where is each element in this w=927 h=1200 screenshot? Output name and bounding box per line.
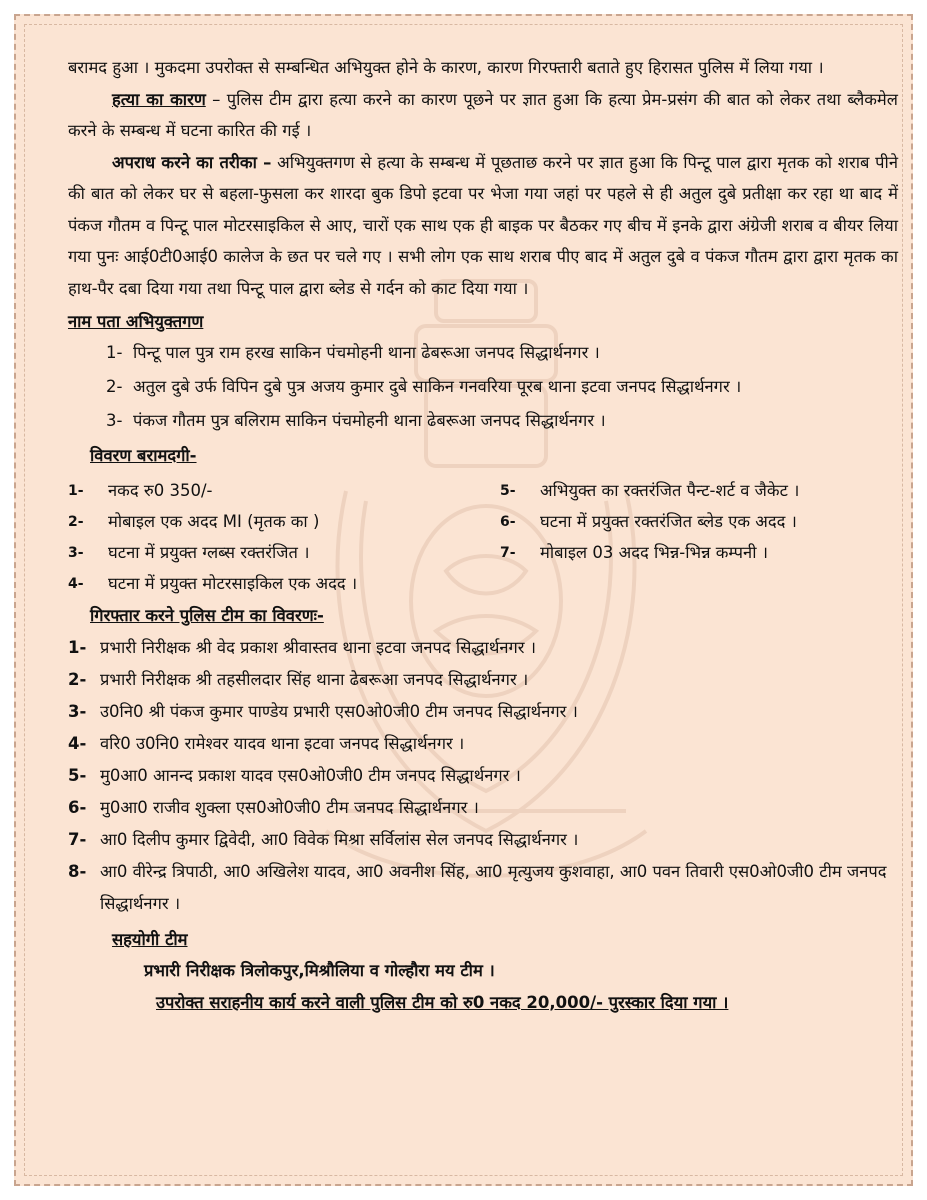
item-text: मोबाइल 03 अदद भिन्न-भिन्न कम्पनी । <box>540 543 768 562</box>
list-item <box>68 539 500 567</box>
list-item <box>106 372 898 402</box>
item-text: प्रभारी निरीक्षक श्री वेद प्रकाश श्रीवास्तव थाना इटवा जनपद सिद्धार्थनगर । <box>100 637 537 657</box>
item-text: प्रभारी निरीक्षक श्री तहसीलदार सिंह थाना ढेबरूआ जनपद सिद्धार्थनगर । <box>100 669 529 689</box>
item-text: मु0आ0 आनन्द प्रकाश यादव एस0ओ0जी0 टीम जनपद सिद्धार्थनगर । <box>100 765 521 785</box>
item-number: 6- <box>68 797 87 817</box>
item-text: पंकज गौतम पुत्र बलिराम साकिन पंचमोहनी थाना ढेबरूआ जनपद सिद्धार्थनगर । <box>133 410 606 430</box>
accused-heading: नाम पता अभियुक्तगण <box>68 312 204 331</box>
item-text: मु0आ0 राजीव शुक्ला एस0ओ0जी0 टीम जनपद सिद्धार्थनगर । <box>100 797 479 817</box>
item-text: आ0 दिलीप कुमार द्विवेदी, आ0 विवेक मिश्रा सर्विलांस सेल जनपद सिद्धार्थनगर । <box>100 829 579 849</box>
item-number: 5- <box>500 483 516 499</box>
list-item <box>68 728 898 760</box>
team-list <box>68 632 898 920</box>
list-item <box>68 664 898 696</box>
item-text: अतुल दुबे उर्फ विपिन दुबे पुत्र अजय कुमार दुबे साकिन गनवरिया पूरब थाना इटवा जनपद सिद्धार्थनगर । <box>133 376 742 396</box>
item-number: 2- <box>68 514 84 530</box>
reward-statement: उपरोक्त सराहनीय कार्य करने वाली पुलिस टीम को रु0 नकद 20,000/- पुरस्कार दिया गया । <box>156 992 729 1012</box>
list-item <box>68 632 898 664</box>
item-number: 1- <box>106 342 123 362</box>
recovery-list <box>68 477 898 598</box>
list-item <box>68 760 898 792</box>
item-number: 4- <box>68 733 87 753</box>
accused-list <box>68 338 898 436</box>
item-number: 3- <box>68 545 84 561</box>
item-text: उ0नि0 श्री पंकज कुमार पाण्डेय प्रभारी एस0ओ0जी0 टीम जनपद सिद्धार्थनगर । <box>100 701 578 721</box>
motive-label: हत्या का कारण <box>112 89 206 109</box>
item-number: 3- <box>68 701 87 721</box>
motive-text: – पुलिस टीम द्वारा हत्या करने का कारण पूछने पर ज्ञात हुआ कि हत्या प्रेम-प्रसंग की बात को लेकर तथा ब्लैकमेल करने के सम्बन्ध में घटना कारित की गई । <box>68 89 898 140</box>
team-heading: गिरफ्तार करने पुलिस टीम का विवरणः- <box>90 606 324 625</box>
list-item <box>68 856 898 920</box>
list-item <box>68 477 500 505</box>
method-paragraph <box>68 147 898 305</box>
item-text: वरि0 उ0नि0 रामेश्वर यादव थाना इटवा जनपद सिद्धार्थनगर । <box>100 733 465 753</box>
list-item <box>500 477 898 505</box>
item-number: 8- <box>68 861 87 881</box>
item-number: 4- <box>68 576 84 592</box>
document-page <box>14 14 913 1186</box>
list-item <box>106 338 898 368</box>
item-text: पिन्टू पाल पुत्र राम हरख साकिन पंचमोहनी थाना ढेबरूआ जनपद सिद्धार्थनगर । <box>133 342 600 362</box>
item-number: 1- <box>68 637 87 657</box>
list-item <box>106 406 898 436</box>
item-number: 7- <box>68 829 87 849</box>
list-item <box>68 508 500 536</box>
item-number: 7- <box>500 545 516 561</box>
list-item <box>68 570 500 598</box>
item-number: 5- <box>68 765 87 785</box>
list-item <box>68 824 898 856</box>
motive-paragraph <box>68 84 898 147</box>
item-text: मोबाइल एक अदद MI (मृतक का ) <box>108 512 320 531</box>
intro-paragraph: बरामद हुआ । मुकदमा उपरोक्त से सम्बन्धित अभियुक्त होने के कारण, कारण गिरफ्तारी बताते हुए हिरासत पुलिस में लिया गया । <box>68 58 824 77</box>
item-text: घटना में प्रयुक्त मोटरसाइकिल एक अदद । <box>108 574 358 593</box>
item-number: 6- <box>500 514 516 530</box>
list-item <box>68 696 898 728</box>
item-number: 2- <box>68 669 87 689</box>
document-body <box>68 52 898 1018</box>
list-item <box>68 792 898 824</box>
item-text: अभियुक्त का रक्तरंजित पैन्ट-शर्ट व जैकेट । <box>540 481 800 500</box>
item-number: 3- <box>106 410 123 430</box>
support-team-text: प्रभारी निरीक्षक त्रिलोकपुर,मिश्रौलिया व गोल्हौरा मय टीम । <box>144 961 495 980</box>
list-item <box>500 508 898 536</box>
support-team-heading: सहयोगी टीम <box>112 929 188 949</box>
item-text: नकद रु0 350/- <box>108 481 213 500</box>
item-text: घटना में प्रयुक्त रक्तरंजित ब्लेड एक अदद । <box>540 512 797 531</box>
list-item <box>500 539 898 567</box>
method-label: अपराध करने का तरीका – <box>112 152 272 172</box>
recovery-heading: विवरण बरामदगी- <box>90 445 197 465</box>
item-text: घटना में प्रयुक्त ग्लब्स रक्तरंजित । <box>108 543 310 562</box>
method-text: अभियुक्तगण से हत्या के सम्बन्ध में पूछताछ करने पर ज्ञात हुआ कि पिन्टू पाल द्वारा मृतक को शराब पीने की बात को लेकर घर से बहला-फुसला कर शारदा बुक डिपो इटवा पर भेजा गया जहां पर पहले से ही अतुल दुबे प्रतीक्षा कर रहा था बाद में पंकज गौतम व पिन्टू पाल मोटरसाइकिल से आए, चारों एक साथ एक ही बाइक पर बैठकर गए बीच में इनके द्वारा अंग्रेजी शराब व बीयर लिया गया पुनः आई0टी0आई0 कालेज के छत पर चले गए । सभी लोग एक साथ शराब पीए बाद में अतुल दुबे व पंकज गौतम द्वारा द्वारा मृतक का हाथ-पैर दबा दिया गया तथा पिन्टू पाल द्वारा ब्लेड से गर्दन को काट दिया गया । <box>68 152 898 298</box>
item-text: आ0 वीरेन्द्र त्रिपाठी, आ0 अखिलेश यादव, आ0 अवनीश सिंह, आ0 मृत्युजय कुशवाहा, आ0 पवन तिवारी एस0ओ0जी0 टीम जनपद सिद्धार्थनगर । <box>100 861 887 913</box>
item-number: 2- <box>106 376 123 396</box>
item-number: 1- <box>68 483 84 499</box>
